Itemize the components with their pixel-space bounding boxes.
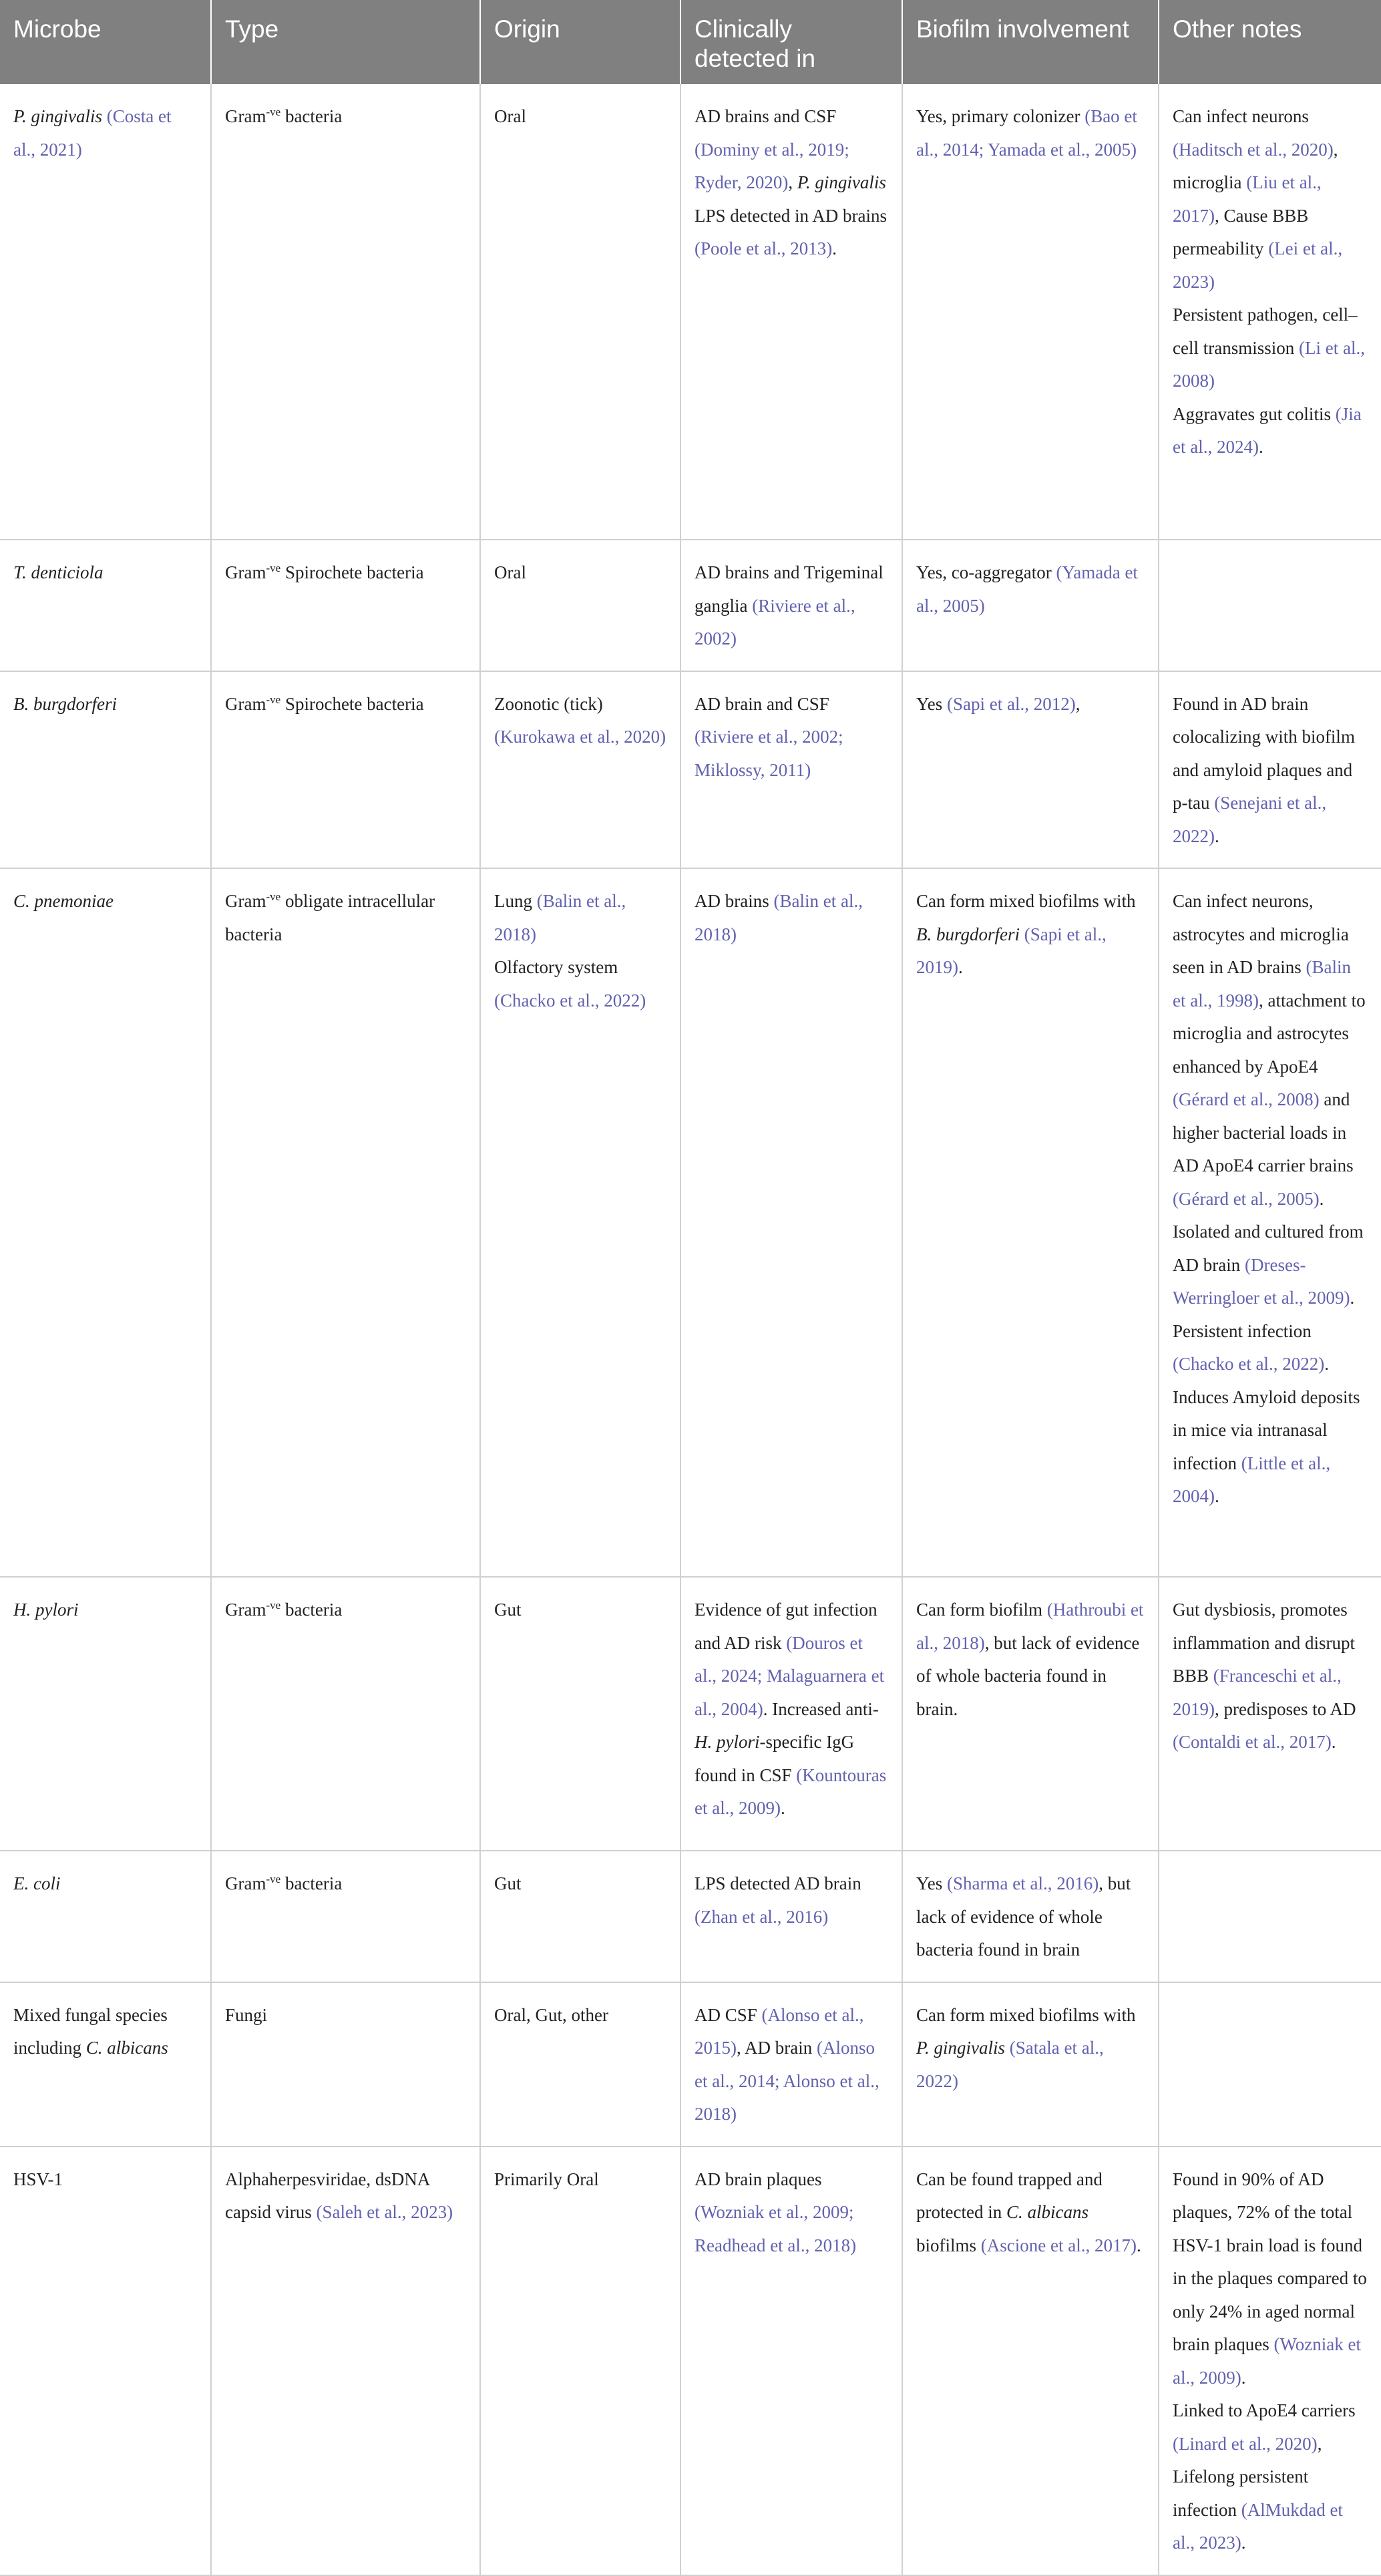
text: Isolated and cultured from AD brain xyxy=(1173,1222,1364,1275)
citation-link[interactable]: (Sapi et al., 2012) xyxy=(947,693,1076,714)
cell-origin xyxy=(480,671,680,869)
text: LPS detected in AD brains xyxy=(695,205,887,226)
text: Gram xyxy=(225,891,266,911)
cell-type xyxy=(211,1577,480,1851)
text: . xyxy=(1215,1486,1219,1506)
citation-link[interactable]: (Costa et al., 2021) xyxy=(13,106,172,160)
text: , but lack of evidence of whole bacteria found in brain xyxy=(916,1873,1131,1960)
citation-link[interactable]: (Li et al., 2008) xyxy=(1173,337,1365,391)
text xyxy=(1005,2038,1010,2058)
text: , xyxy=(1075,693,1080,714)
cell-microbe: HSV-1 xyxy=(0,2147,211,2575)
cell-notes xyxy=(1159,2147,1381,2575)
text: . xyxy=(1331,1732,1336,1752)
text: Spirochete bacteria xyxy=(280,562,424,582)
cell-detected xyxy=(680,84,902,540)
cell-biofilm xyxy=(902,540,1159,671)
header-other-notes: Other notes xyxy=(1159,0,1381,84)
text: Yes xyxy=(916,693,948,714)
citation-link[interactable]: (Wozniak et al., 2009) xyxy=(1173,2334,1361,2388)
text: Evidence of gut infection and AD risk xyxy=(695,1600,877,1653)
cell-origin: Oral xyxy=(480,540,680,671)
text: . xyxy=(958,957,963,977)
cell-type xyxy=(211,540,480,671)
table-row xyxy=(0,84,1381,540)
text: AD brains xyxy=(695,891,774,911)
text: Zoonotic (tick) xyxy=(494,693,603,714)
text: , AD brain xyxy=(737,2038,817,2058)
table-row xyxy=(0,1982,1381,2147)
cell-detected xyxy=(680,1982,902,2147)
cell-detected xyxy=(680,1851,902,1982)
citation-link[interactable]: (Sharma et al., 2016) xyxy=(947,1873,1099,1893)
cell-type: Fungi xyxy=(211,1982,480,2147)
citation-link[interactable]: (Balin et al., 2018) xyxy=(695,891,863,944)
citation-link[interactable]: (Yamada et al., 2005) xyxy=(916,562,1138,616)
text: , Lifelong persistent infection xyxy=(1173,2433,1322,2520)
microbe-name: P. gingivalis xyxy=(13,106,103,126)
cell-detected xyxy=(680,2147,902,2575)
citation-link[interactable]: (Dominy et al., 2019; Ryder, 2020) xyxy=(695,139,849,192)
cell-type xyxy=(211,2147,480,2575)
citation-link[interactable]: (Sapi et al., 2019) xyxy=(916,924,1107,977)
text: . Persistent infection xyxy=(1173,1288,1355,1341)
header-clinically-detected: Clinically detected in xyxy=(680,0,902,84)
cell-notes xyxy=(1159,84,1381,540)
text: AD CSF xyxy=(695,2004,762,2025)
citation-link[interactable]: (AlMukdad et al., 2023) xyxy=(1173,2499,1343,2553)
superscript: -ve xyxy=(266,562,281,574)
text: Gram xyxy=(225,693,266,714)
text: Persistent pathogen, cell–cell transmission xyxy=(1173,305,1358,358)
cell-origin: Oral, Gut, other xyxy=(480,1982,680,2147)
text: Aggravates gut colitis xyxy=(1173,403,1336,424)
cell-origin: Gut xyxy=(480,1851,680,1982)
citation-link[interactable]: (Balin et al., 2018) xyxy=(494,891,626,944)
citation-link[interactable]: (Senejani et al., 2022) xyxy=(1173,793,1327,846)
superscript: -ve xyxy=(266,106,281,118)
header-microbe: Microbe xyxy=(0,0,211,84)
text: Yes xyxy=(916,1873,948,1893)
citation-link[interactable]: (Dreses-Werringloer et al., 2009) xyxy=(1173,1254,1350,1308)
cell-biofilm xyxy=(902,2147,1159,2575)
table-row xyxy=(0,868,1381,1577)
cell-type xyxy=(211,868,480,1577)
cell-microbe xyxy=(0,1982,211,2147)
citation-link[interactable]: (Chacko et al., 2022) xyxy=(494,990,646,1010)
text: Olfactory system xyxy=(494,957,618,977)
citation-link[interactable]: (Poole et al., 2013) xyxy=(695,238,833,258)
text: . xyxy=(1319,1188,1324,1209)
citation-link[interactable]: (Saleh et al., 2023) xyxy=(316,2202,453,2222)
cell-detected xyxy=(680,671,902,869)
text: Spirochete bacteria xyxy=(280,693,424,714)
citation-link[interactable]: (Franceschi et al., 2019) xyxy=(1173,1666,1342,1719)
cell-notes xyxy=(1159,868,1381,1577)
text: , but lack of evidence of whole bacteria found in brain. xyxy=(916,1632,1140,1719)
citation-link[interactable]: (Kurokawa et al., 2020) xyxy=(494,727,666,747)
header-origin: Origin xyxy=(480,0,680,84)
text: Induces Amyloid deposits in mice via intranasal infection xyxy=(1173,1387,1360,1473)
table-row xyxy=(0,540,1381,671)
cell-notes xyxy=(1159,671,1381,869)
text: Lung xyxy=(494,891,537,911)
citation-link[interactable]: (Kountouras et al., 2009) xyxy=(695,1765,887,1818)
citation-link[interactable]: (Contaldi et al., 2017) xyxy=(1173,1732,1332,1752)
citation-link[interactable]: (Lei et al., 2023) xyxy=(1173,238,1343,292)
citation-link[interactable]: (Little et al., 2004) xyxy=(1173,1453,1331,1506)
text: biofilms xyxy=(916,2235,981,2255)
citation-link[interactable]: (Alonso et al., 2014; Alonso et al., 2018) xyxy=(695,2038,879,2124)
text: . Increased anti- xyxy=(763,1698,879,1719)
citation-link[interactable]: (Linard et al., 2020) xyxy=(1173,2433,1318,2454)
italic-text: P. gingivalis xyxy=(916,2038,1006,2058)
microbe-name: C. albicans xyxy=(85,2038,168,2058)
citation-link[interactable]: (Riviere et al., 2002) xyxy=(695,595,855,649)
cell-biofilm xyxy=(902,1982,1159,2147)
text: Yes, co-aggregator xyxy=(916,562,1056,582)
microbe-name: T. denticiola xyxy=(13,562,104,582)
text: AD brain and CSF xyxy=(695,693,829,714)
cell-origin: Primarily Oral xyxy=(480,2147,680,2575)
citation-link[interactable]: (Gérard et al., 2005) xyxy=(1173,1188,1320,1209)
table-row xyxy=(0,1851,1381,1982)
superscript: -ve xyxy=(266,693,281,706)
italic-text: C. albicans xyxy=(1006,2202,1089,2222)
cell-type xyxy=(211,1851,480,1982)
header-type: Type xyxy=(211,0,480,84)
citation-link[interactable]: (Chacko et al., 2022) xyxy=(1173,1354,1325,1374)
citation-link[interactable]: (Alonso et al., 2015) xyxy=(695,2004,864,2058)
citation-link[interactable]: (Riviere et al., 2002; Miklossy, 2011) xyxy=(695,727,843,780)
cell-detected xyxy=(680,1577,902,1851)
text: , Cause BBB permeability xyxy=(1173,205,1309,258)
citation-link[interactable]: (Satala et al., 2022) xyxy=(916,2038,1104,2091)
text: , xyxy=(788,172,797,192)
citation-link[interactable]: (Balin et al., 1998) xyxy=(1173,957,1351,1010)
cell-type xyxy=(211,84,480,540)
text: bacteria xyxy=(280,1600,343,1620)
superscript: -ve xyxy=(266,1873,281,1885)
citation-link[interactable]: (Haditsch et al., 2020) xyxy=(1173,139,1334,160)
cell-notes xyxy=(1159,1851,1381,1982)
microbe-name: B. burgdorferi xyxy=(13,693,117,714)
table-header xyxy=(0,0,1381,84)
cell-microbe xyxy=(0,671,211,869)
citation-link[interactable]: (Bao et al., 2014; Yamada et al., 2005) xyxy=(916,106,1137,160)
cell-detected xyxy=(680,868,902,1577)
cell-origin: Oral xyxy=(480,84,680,540)
citation-link[interactable]: (Hathroubi et al., 2018) xyxy=(916,1600,1144,1653)
text: Found in 90% of AD plaques, 72% of the total HSV-1 brain load is found in the plaques compared to only 24% in aged normal brain plaques xyxy=(1173,2169,1367,2354)
cell-biofilm xyxy=(902,868,1159,1577)
cell-notes xyxy=(1159,1577,1381,1851)
cell-biofilm xyxy=(902,84,1159,540)
microbe-name: C. pnemoniae xyxy=(13,891,114,911)
text: bacteria xyxy=(280,1873,343,1893)
text: , microglia xyxy=(1173,139,1338,192)
cell-notes xyxy=(1159,1982,1381,2147)
cell-biofilm xyxy=(902,1851,1159,1982)
cell-microbe xyxy=(0,1577,211,1851)
citation-link[interactable]: (Jia et al., 2024) xyxy=(1173,403,1362,457)
cell-origin xyxy=(480,868,680,1577)
cell-biofilm xyxy=(902,1577,1159,1851)
text: Can form biofilm xyxy=(916,1600,1047,1620)
citation-link[interactable]: (Ascione et al., 2017) xyxy=(980,2235,1137,2255)
text: Can form mixed biofilms with xyxy=(916,2004,1136,2025)
cell-origin: Gut xyxy=(480,1577,680,1851)
cell-microbe xyxy=(0,868,211,1577)
citation-link[interactable]: (Wozniak et al., 2009; Readhead et al., 2018) xyxy=(695,2202,857,2255)
text: and higher bacterial loads in AD ApoE4 carrier brains xyxy=(1173,1089,1354,1175)
text: -specific IgG found in CSF xyxy=(695,1732,855,1785)
text: . xyxy=(1241,2367,1246,2388)
cell-notes xyxy=(1159,540,1381,671)
text: Gram xyxy=(225,106,266,126)
text: Can form mixed biofilms with xyxy=(916,891,1136,911)
cell-microbe xyxy=(0,1851,211,1982)
text: . xyxy=(780,1798,785,1818)
cell-microbe xyxy=(0,84,211,540)
text: , attachment to microglia and astrocytes enhanced by ApoE4 xyxy=(1173,990,1366,1077)
italic-text: H. pylori xyxy=(695,1732,760,1752)
text: Can be found trapped and protected in xyxy=(916,2169,1103,2222)
header-row xyxy=(0,0,1381,84)
text xyxy=(102,106,107,126)
text: Yes, primary colonizer xyxy=(916,106,1085,126)
text: . xyxy=(1324,1354,1329,1374)
text: bacteria xyxy=(280,106,343,126)
text: Found in AD brain colocalizing with biofilm and amyloid plaques and p-tau xyxy=(1173,693,1355,813)
text: LPS detected AD brain xyxy=(695,1873,861,1893)
text: Gram xyxy=(225,1873,266,1893)
superscript: -ve xyxy=(266,890,281,903)
text: AD brains and Trigeminal ganglia xyxy=(695,562,883,616)
text: Gram xyxy=(225,1600,266,1620)
cell-type xyxy=(211,671,480,869)
text: . xyxy=(1258,437,1263,457)
italic-text: B. burgdorferi xyxy=(916,924,1020,944)
cell-biofilm xyxy=(902,671,1159,869)
citation-link[interactable]: (Liu et al., 2017) xyxy=(1173,172,1322,226)
citation-link[interactable]: (Zhan et al., 2016) xyxy=(695,1906,829,1927)
microbe-name: E. coli xyxy=(13,1873,61,1893)
text: . xyxy=(832,238,837,258)
table-row xyxy=(0,2147,1381,2575)
table-body xyxy=(0,84,1381,2575)
text: . xyxy=(1215,825,1219,846)
text: , predisposes to AD xyxy=(1215,1698,1356,1719)
cell-detected xyxy=(680,540,902,671)
text: . xyxy=(1241,2533,1246,2553)
text: Can infect neurons, astrocytes and microglia seen in AD brains xyxy=(1173,891,1349,977)
citation-link[interactable]: (Gérard et al., 2008) xyxy=(1173,1089,1320,1109)
text: Linked to ApoE4 carriers xyxy=(1173,2400,1356,2420)
text: Alphaherpesviridae, dsDNA capsid virus xyxy=(225,2169,429,2222)
table-row xyxy=(0,1577,1381,1851)
text: Mixed fungal species including xyxy=(13,2004,168,2058)
text xyxy=(1020,924,1024,944)
text: AD brain plaques xyxy=(695,2169,822,2189)
text: AD brains and CSF xyxy=(695,106,837,126)
cell-microbe xyxy=(0,540,211,671)
italic-text: P. gingivalis xyxy=(797,172,886,192)
superscript: -ve xyxy=(266,1599,281,1612)
text: . xyxy=(1136,2235,1141,2255)
header-biofilm: Biofilm involvement xyxy=(902,0,1159,84)
text: Gram xyxy=(225,562,266,582)
microbe-name: H. pylori xyxy=(13,1600,79,1620)
text: Can infect neurons xyxy=(1173,106,1309,126)
table-row xyxy=(0,671,1381,869)
text: Gut dysbiosis, promotes inflammation and disrupt BBB xyxy=(1173,1600,1355,1686)
text: obligate intracellular bacteria xyxy=(225,891,435,944)
citation-link[interactable]: (Douros et al., 2024; Malaguarnera et al., 2004) xyxy=(695,1632,885,1719)
